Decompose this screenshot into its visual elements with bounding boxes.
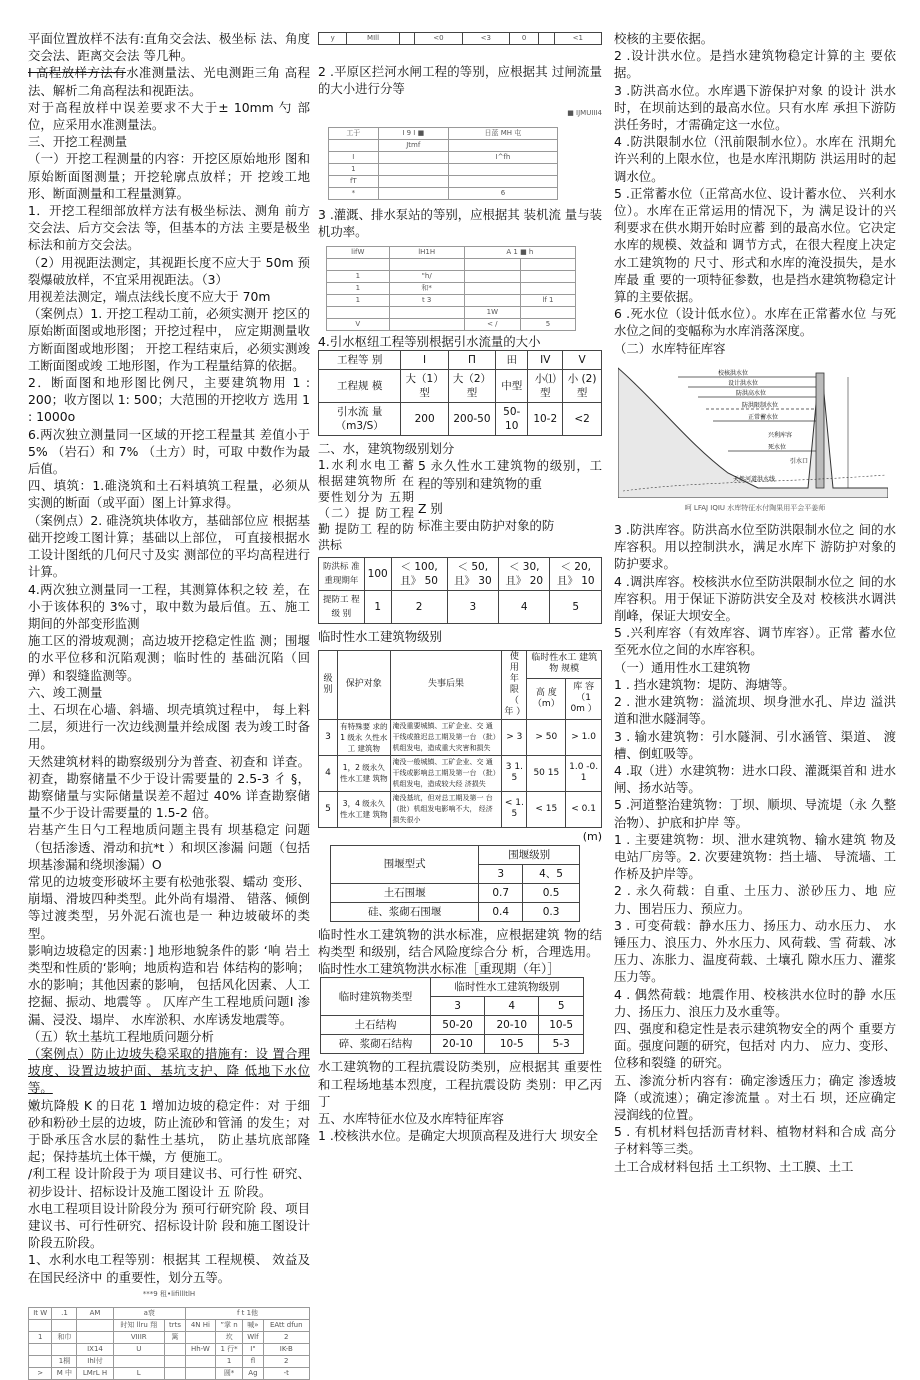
table-temp-flood-standard: 临时建筑物类型 临时性水工建筑物级别 3 4 5 土石结构 50-20 20-10 10-5 碎、浆砌石结构 20-10 10-5 5-3: [320, 977, 584, 1054]
table-cofferdam: 围堰型式 围堰级别 3 4、5 土石围堰 0.7 0.5 硅、浆砌石围堰 0.4 0.3: [330, 845, 580, 922]
para-variable-load: 3 . 可变荷载：静水压力、扬压力、动水压力、 水锤压力、浪压力、外水压力、风荷载、雪 荷载、冰压力、冻胀力、温度荷载、土壤孔 隙水压力、灌浆压力等。: [614, 917, 896, 985]
para-organic-materials: 5 . 有机材料包括沥青材料、植物材料和合成 高分子材料等三类。: [614, 1124, 896, 1157]
para-volume-difference: 6.两次独立测量同一区域的开挖工程量其 差值小于 5% （岩石）和 7% （土方）时，可取 中数作为最后值。: [28, 426, 310, 477]
table-diversion-grade: 工程等 别 I П 田 IV V 工程规 模 大（1）型 大（2）型 中型 小⑴ 型 小 (2) 型 引水流 量（m3/S） 200 200-50 50-10 10-2 <2: [318, 350, 602, 436]
struck-text: I 高程放样方法有: [28, 65, 127, 81]
para-hydropower-stages: 水电工程项目设计阶段分为 预可行研究阶 段、项目建议书、可行性研究、招标设计阶 段和施工图设计阶段五阶段。: [28, 1200, 310, 1251]
label-useful-storage: 兴利库容: [768, 431, 793, 439]
label-design-flood: 设计洪水位: [728, 379, 759, 387]
para-strength-stability: 四、强度和稳定性是表示建筑物安全的两个 重要方面。强度问题的研究，包括对 内力、 应力、变形、位移和裂缝 的研究。: [614, 1020, 896, 1071]
column-right: [614, 30, 896, 1175]
heading-reservoir-storage: （二）水库特征库容: [614, 340, 726, 356]
title-diversion-grade: 4.引水枢纽工程等别根据引水流量的大小: [318, 334, 541, 350]
para-project-grade: 1、水利水电工程等别：根据其 工程规模、 效益及在国民经济中 的重要性，划分五等。: [28, 1252, 310, 1285]
para-volume-check: 4.两次独立测量同一工程，其测算体积之较 差，在小于该体积的 3%寸，取中数为最后值。五、施工期间的外部变形监测: [28, 581, 310, 631]
para-scale: 2．断面图和地形图比例尺，主要建筑物用 1 : 200；收方图以 1: 500；大范围的开挖收方 选用 1 : 1000o: [28, 375, 310, 425]
para-design-stages: /利工程 设计阶段于为 项目建议书、可行性 研究、初步设计、招标设计及施工图设计 五 阶段。: [28, 1166, 310, 1199]
label-natural-river: 天然河道洪水线: [733, 475, 776, 483]
para-detail-layout: 1．开挖工程细部放样方法有极坐标法、测角 前方交会法、后方交会法 等，但基本的方法 主要是极坐标法和前方交会法。: [28, 203, 310, 253]
para-elevation-methods: [28, 64, 310, 98]
para-fill: 四、填筑：1.碓浇筑和土石料填筑工程量，必须从实测的断面（或平面）图上计算求得。: [28, 478, 310, 511]
split-para: [318, 457, 602, 553]
column-middle: [318, 32, 602, 1144]
para-conveyance: 3 . 输水建筑物：引水隧洞、引水涵管、渠道、 渡槽、倒虹吸等。: [614, 728, 896, 761]
unit-label: (m): [582, 829, 602, 843]
heading-completion-survey: 六、竣工测量: [28, 684, 103, 700]
para-flood-control-level: 3 .防洪高水位。水库遇下游保护对象 的设计 洪水时，在坝前达到的最高水位。只有水库 承担下游防洪任务时，才需确定这一水位。: [614, 82, 896, 133]
para-seepage: 五、渗流分析内容有：确定渗透压力；确定 渗透坡降（或流速）；确定渗流量 。对土石 坝，还应确定浸润线的位置。: [614, 1072, 896, 1122]
table-levee-standard: 防洪标 准 重现期年 100 ＜ 100, 且》 50 ＜ 50, 且》 30 ＜ 30, 且》 20 ＜ 20, 且》 10 提防工 程级 别 1 2 3 4 5: [318, 557, 602, 624]
scan-table-grades: It W .1 AM a衰 f t 1他 时知 llru 翔 trts 4N Hi ”掌 n 喊» EAtt dfun 1 和巾 VIIIR 篱 坎 Wlf 2 IX14 U Hh-W 1 行* I" IK-B 1桐 Ihl付 1 fl 2 > M 中 LMrL H L 圆* Ag -t: [28, 1307, 310, 1380]
dam-body: [816, 373, 824, 488]
figure-caption: 呵 LFAJ IQIU 水库特征水付陶果用平会平姜师: [684, 503, 826, 512]
para-geosynthetics: 土工合成材料包括 土工织物、土工膜、土工: [614, 1158, 854, 1174]
para-check-basis: 校核的主要依据。: [614, 31, 714, 46]
para-accidental-load: 4 . 偶然荷载：地震作用、校核洪水位时的静 水压力、扬压力、浪压力及水重等。: [614, 986, 896, 1019]
label-dead-level: 死水位: [768, 443, 787, 451]
para-position-layout: 平面位置放样不法有:直角交会法、极坐标 法、角度交会法、距离交会法 等几种。: [28, 31, 310, 64]
reservoir-diagram: [618, 363, 888, 498]
para-elevation-methods-text: 水准测量法、光电测距三角 高程法、解析二角高程法和视距法。: [28, 65, 310, 98]
label-check-flood: 校核洪水位: [718, 369, 749, 377]
para-case-concrete: （案例点）2. 碓浇筑块体收方，基础部位应 根据基础开挖竣工图计算；基础以上部位， 可直接根据水工设计图纸的几何尺寸及实 测部位的平均高程进行计算。: [28, 512, 310, 580]
para-flood-standard: 标准主要由防护对象的防: [418, 518, 555, 534]
table-temporary-grade: 级 别 保护对象 失事后果 使 用 年 限 （ 年 ） 临时性水工 建筑物 规模 高 度 （m） 库 容 （1 0m ） 3 有特殊要 求的 1 级永 久性水工 建筑物 淹没重要城镇、工矿企业、交 通干线或推迟总工期及第一台 （批）机组发电，造成重大灾害和损失 > 3 > 50 > 1.0 4 1，2 级永久 性水工建 筑物 淹没一般城镇、工矿企业、交 通干线或影响总工期及第一台 （批）机组发电，造成较大经 济损失 3 1. 5 50 15 1.0 -0. 1 5 3，4 级永久 性水工建 筑物 淹没基坑，但对总工期及第一 台（批）机组发电影响不大， 经济损失很小 < 1. 5 < 15 < 0.1: [318, 650, 602, 828]
para-permanent-grade: 5 永久性水工建筑物的级别，工程的等别和建筑物的重: [418, 458, 602, 491]
para-flood-limit-level: 4 .防洪限制水位（汛前限制水位）。水库在 汛期允许兴利的上限水位，也是水库汛期防 洪运用时的起调水位。: [614, 134, 896, 184]
title-temporary-grade: 临时性水工建筑物级别: [318, 629, 442, 645]
heading-general-buildings: （一）通用性水工建筑物: [614, 659, 751, 675]
scan-table-pump: lifW lH1H A 1 ■ h 1 "h/ 1 和* 1 t 3 lf 1 1W V < / 5: [326, 246, 576, 331]
para-discharge: 2 . 泄水建筑物：溢流坝、坝身泄水孔、岸边 溢洪道和泄水隧洞等。: [614, 694, 896, 727]
para-slope-factors: 影响边坡稳定的因素：] 地形地貌条件的影 ‘响 岩土类型和性质的‘影响；地质构造和岩 体结构的影响；水的影响；其他因素的影响， 包括风化因素、人工挖掘、振动、地震等 。 仄库产生工程地质问题I 渗漏、浸没、塌岸、 水库淤积、水库诱发地震等。: [28, 942, 310, 1027]
heading-reservoir-levels: 五、水库特征水位及水库特征库容: [318, 1111, 504, 1127]
para-slope-failure: 常见的边坡变形破坏主要有松弛张裂、蠕动 变形、崩塌、滑坡四种类型。此外尚有塌滑、 错落、倾倒等过渡类型，另外泥石流也是一 种边坡破坏的类型。: [28, 873, 310, 941]
heading-excavation-survey: 三、开挖工程测量: [28, 134, 128, 150]
label-flood-limit: 防洪限制水位: [742, 401, 779, 409]
label-normal-level: 正常蓄水位: [748, 413, 779, 421]
para-excavation-content: （一）开挖工程测量的内容：开挖区原始地形 图和原始断面图测量；开挖轮廓点放样；开 挖竣工地形、断面测量和工程量测算。: [28, 151, 310, 201]
para-case-excavation: （案例点）1. 开挖工程动工前，必须实测开 挖区的原始断面图或地形图；开挖过程中， 应定期测量收方断面图或地形图； 开挖工程结束后，必须实测竣工断面图或竣 工地形图，作为工程量结算的依据。: [28, 306, 310, 373]
para-dam-filling: 土、石坝在心墙、斜墙、坝壳填筑过程中， 每上料二层，须进行一次边线测量并绘成图 表为竣工时备用。: [28, 701, 310, 752]
para-flood-storage: 3 .防洪库容。防洪高水位至防洪限制水位之 间的水库容积。用以控制洪水，满足水库下 游防护对象的防护要求。: [614, 522, 896, 572]
para-sluice-grade: 2 .平原区拦河水闸工程的等别，应根据其 过闸流量的大小进行分等: [318, 64, 602, 97]
para-regulating-storage: 4 .调洪库容。校核洪水位至防洪限制水位之 间的水库容积。用于保证下游防洪安全及对 校核洪水调洪削峰，保证大坝安全。: [614, 573, 896, 624]
para-deformation-monitor: 施工区的滑坡观测；高边坡开挖稳定性监 测；围堰的水平位移和沉陷观测；临时性的 基础沉陷（回弹）和裂缝监测等。: [28, 633, 310, 683]
para-seismic: 水工建筑物的工程抗震设防类别，应根据其 重要性和工程场地基本烈度，工程抗震设防 类别：甲乙丙丁: [318, 1059, 602, 1109]
heading-building-grade: 二、水，建筑物级别划分: [318, 441, 455, 457]
para-permanent-load: 2 . 永久荷载：自重、土压力、淤砂压力、地 应力、围岩压力、预应力。: [614, 883, 896, 916]
para-z-grade: Z 别: [418, 500, 443, 516]
para-material-survey: 天然建筑材料的勘察级别分为普查、初查和 详查。初查，勘察储量不少于设计需要量的 2.5-3 彳 §，勘察储量与实际储量误差不超过 40% 详查勘察储量不少于设计需要量的 1.5-2 倍。: [28, 753, 310, 821]
para-levee-left: 1.水利水电工蓄 根据建筑物所 在 要性划分为 五期 （二）提 防工程勤 提防工 程的防 洪标: [318, 458, 414, 553]
reservoir-level-figure: [618, 363, 888, 498]
para-rock-foundation: 岩基产生日勺工程地质问题主畏有 坝基稳定 问题（包括渗透、滑动和抗*t ）和坝区渗漏 问题（包括坝基渗漏和绕坝渗漏）O: [28, 822, 310, 872]
para-elevation-error: 对于高程放样中误差要求不大于± 10mm 勺 部位，应采用水准测量法。: [28, 99, 310, 133]
para-check-flood-level: 1 .校核洪水位。是确定大坝顶高程及进行大 坝安全: [318, 1128, 598, 1144]
title-temp-flood-standard: 临时性水工建筑物洪水标准［重现期（年）］: [318, 961, 560, 977]
split-right: [414, 457, 602, 553]
para-dead-level: 6 .死水位（设计低水位）。水库在正常蓄水位 与死水位之间的变幅称为水库消落深度。: [614, 306, 896, 339]
scan-table-sluice: 工于 I 9 I ■ 日蓝 MH 屯 Jtmf I I^fh 1 fT * 6: [328, 127, 558, 200]
scan-table-caption: ***9 租•lifillltlH: [142, 1289, 196, 1298]
para-temp-flood: 临时性水工建筑物的洪水标准，应根据建筑 物的结构类型 和级别，结合风险度综合分 析，合理选用。: [318, 926, 602, 960]
scan2-caption: ■ IJMUIII4: [567, 109, 602, 118]
para-pump-grade: 3 .灌溉、排水泵站的等别，应根据其 装机流 量与装机功率。: [318, 206, 602, 239]
para-slope-measures: （案例点）防止边坡失稳采取的措施有：设 置合理坡度、设置边坡护面、基坑支护、降 低地下水位等。: [28, 1045, 310, 1096]
para-parallax: 用视差法测定，端点法线长度不应大于 70m: [28, 289, 271, 305]
para-river-training: 5 .河道整治建筑物：丁坝、顺坝、导流堤（永 久整治物）、护底和护岸 等。: [614, 797, 896, 830]
para-retaining: 1 . 挡水建筑物：堤防、海塘等。: [614, 676, 795, 692]
table-top-row: y MIll <0 <3 0 <1: [318, 32, 602, 45]
heading-soft-soil: （五）软土基坑工程地质问题分析: [28, 1028, 214, 1044]
para-design-flood-level: 2 .设计洪水位。是挡水建筑物稳定计算的主 要依据。: [614, 48, 896, 81]
para-intake: 4 .取（进）水建筑物：进水口段、灌溉渠首和 进水闸、扬水站等。: [614, 762, 896, 796]
label-intake: 引水口: [790, 457, 809, 465]
para-sight-distance: （2）用视距法测定，其视距长度不应大于 50m 预裂爆破放样，不宜采用视距法。（3）: [28, 254, 310, 287]
para-dewatering: 嫩坑降般 K 的日花 1 增加边坡的稳定件：对 于细砂和粉砂土层的边坡，防止流砂和管涌 的发生；对于卧承压含水层的黏性土基坑， 防止基坑底部隆起；保持基坑土体干燥，方 便施工。: [28, 1097, 310, 1165]
para-normal-level: 5 .正常蓄水位（正常高水位、设计蓄水位、 兴利水位）。水库在正常运用的情况下，为 满足设计的兴利要求在供水期开始时应蓄 到的最高水位。它决定水库的规模、效益和 调节方式，在很大程度上决定水工建筑物的 尺寸、形式和水库的淹没损失，是水库最 重 要的一项特征参数，也是挡水建筑物稳定计 算的主要依据。: [614, 185, 896, 305]
column-left: [28, 30, 310, 1380]
para-main-buildings: 1 . 主要建筑物：坝、泄水建筑物、输水建筑 物及电站厂房等。2. 次要建筑物：挡土墙、 导流墙、工作桥及护岸等。: [614, 831, 896, 882]
para-useful-storage: 5 .兴利库容（有效库容、调节库容）。正常 蓄水位至死水位之间的水库容积。: [614, 625, 896, 658]
label-flood-high: 防洪高水位: [736, 389, 767, 397]
